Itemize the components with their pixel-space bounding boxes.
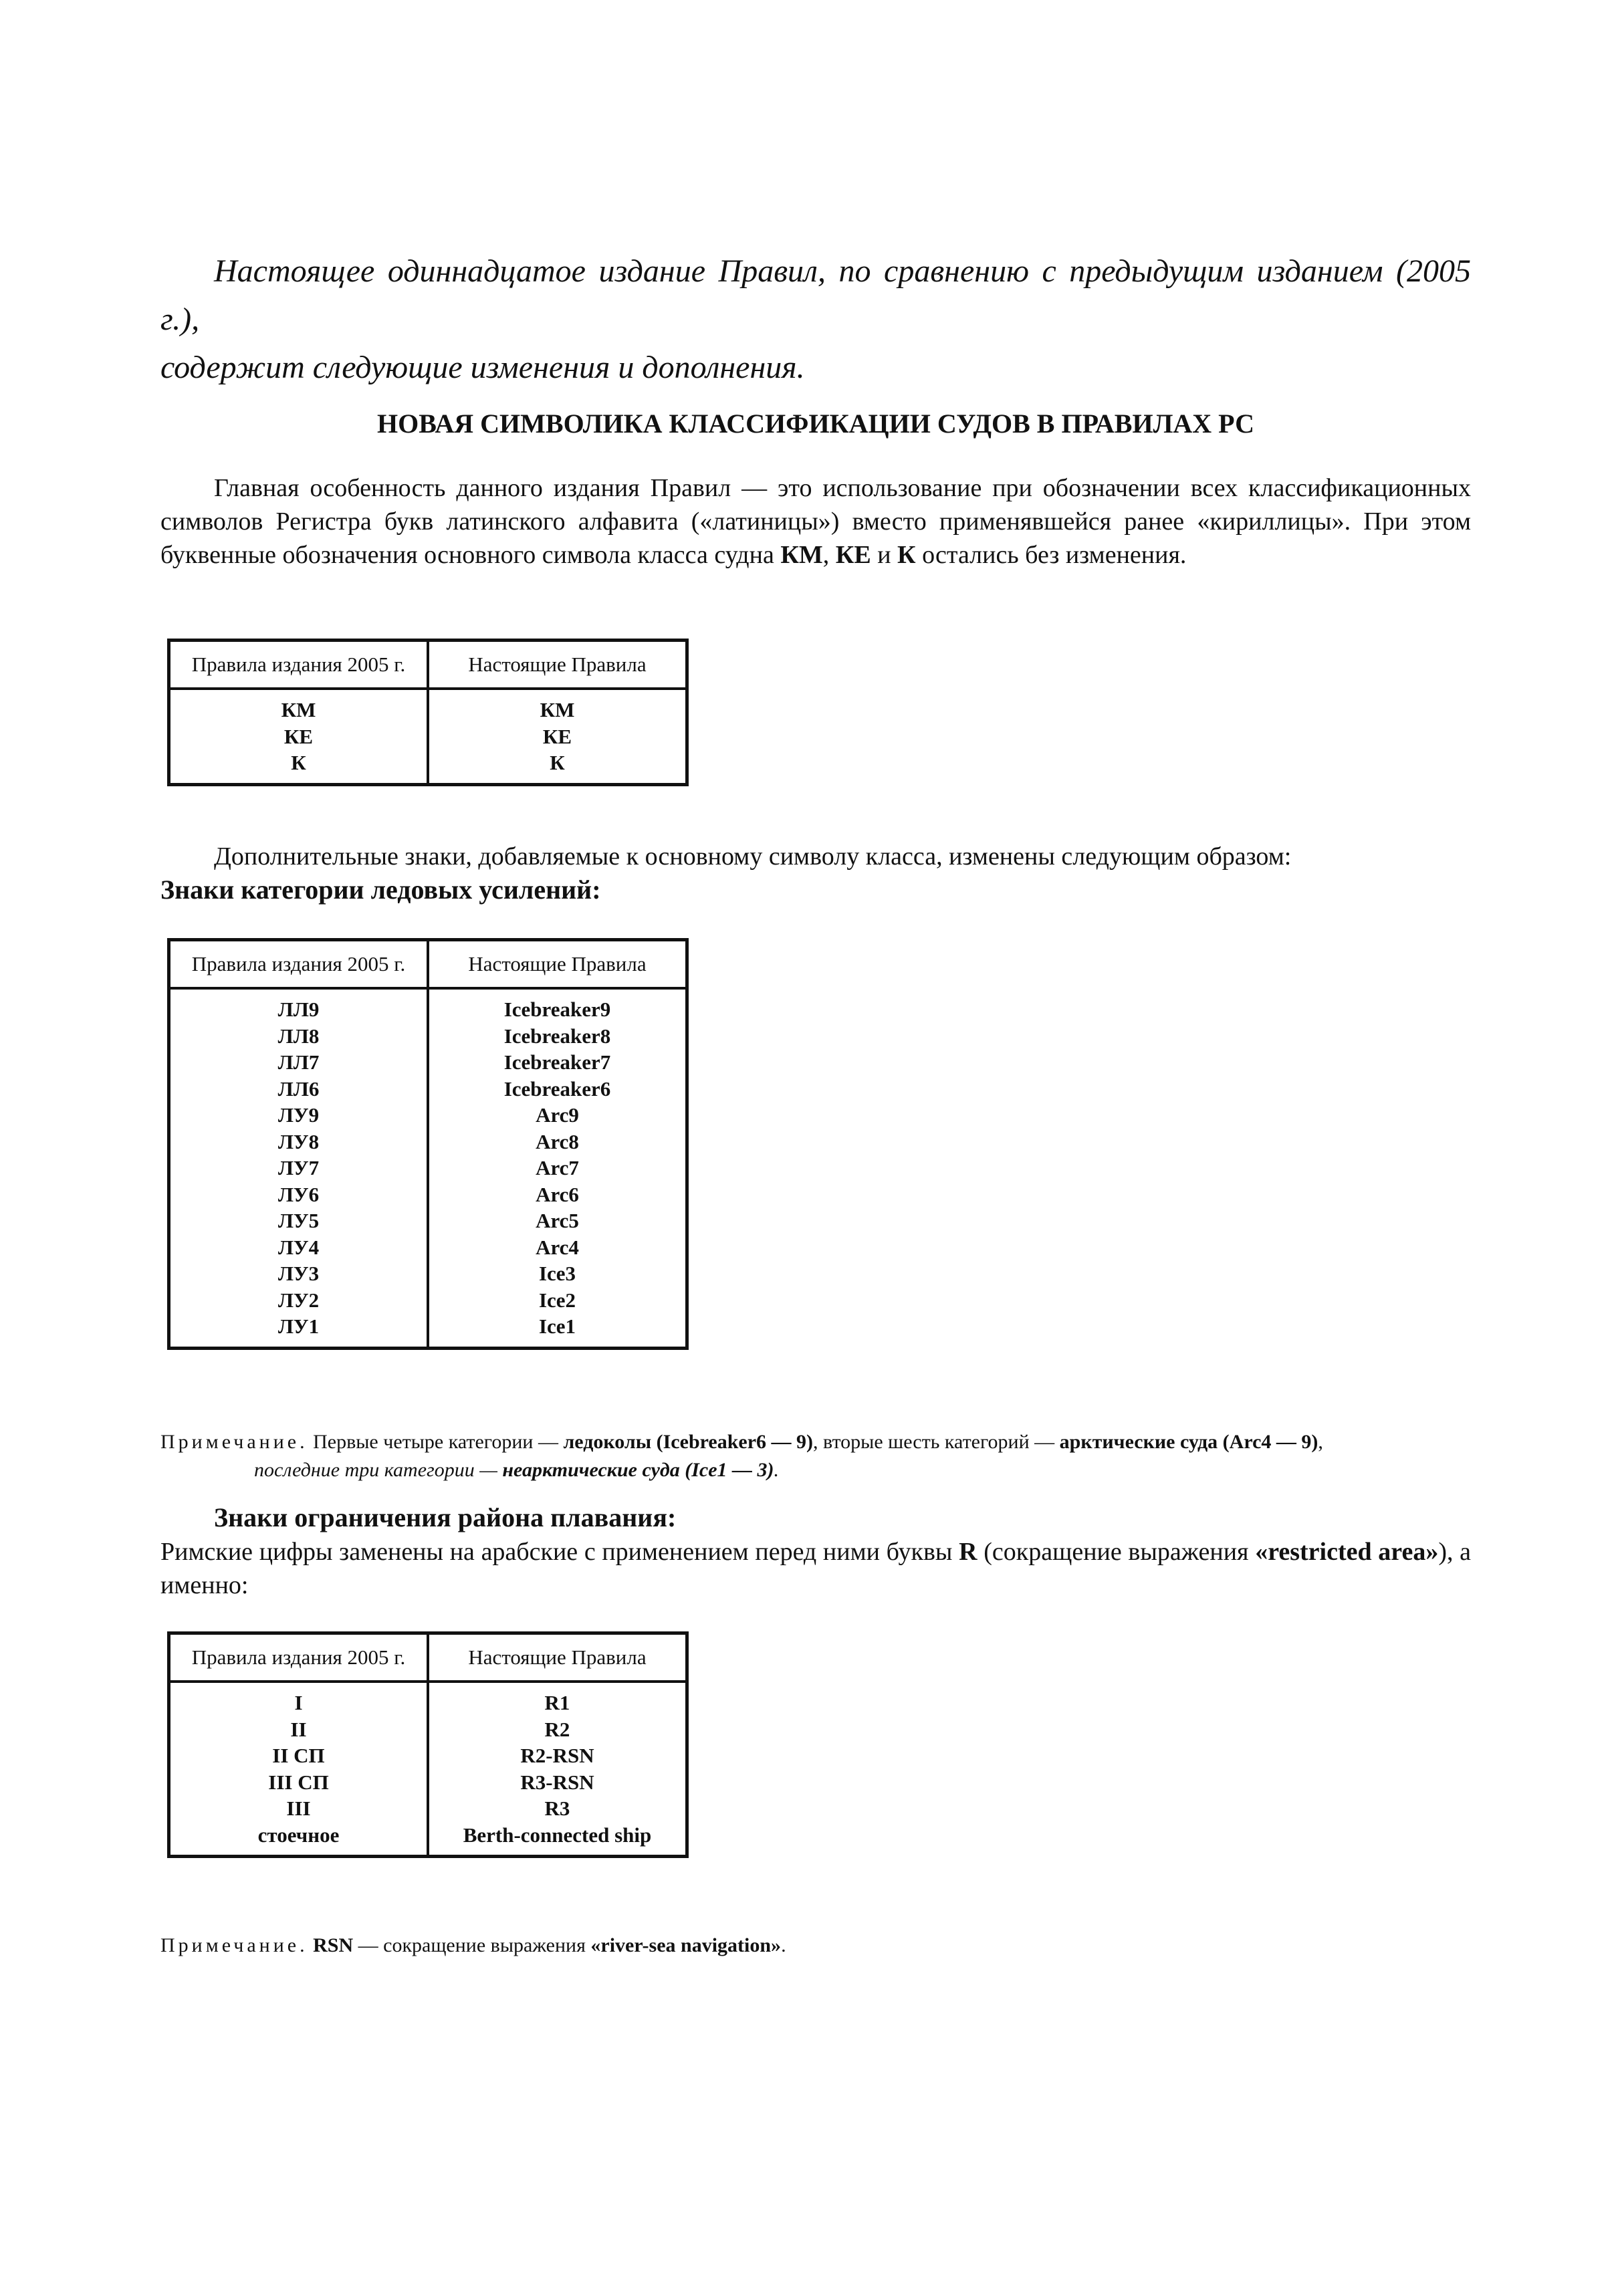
note-text: , xyxy=(1318,1431,1323,1453)
table-cell: R2-RSN xyxy=(520,1744,594,1767)
table-cell: Arc8 xyxy=(536,1129,579,1153)
note-text: последние три категории — xyxy=(254,1459,503,1481)
table-cell: ЛУ4 xyxy=(277,1235,320,1259)
additional-signs-paragraph xyxy=(160,840,1471,907)
area-restriction-subheading: Знаки ограничения района плавания: xyxy=(214,1502,677,1532)
new-symbols-cell xyxy=(428,1682,687,1857)
table-cell: ЛУ5 xyxy=(277,1209,320,1232)
table-cell: ЛУ7 xyxy=(277,1156,320,1179)
letter-r: R xyxy=(959,1538,977,1566)
rsn-abbreviation: RSN xyxy=(313,1934,354,1956)
note-text: , вторые шесть категорий — xyxy=(813,1431,1060,1453)
note-icebreakers: ледоколы (Icebreaker6 — 9) xyxy=(563,1431,814,1453)
intro-line-1: Настоящее одиннадцатое издание Правил, по сравнению с предыдущим изданием (2005 г.), xyxy=(160,253,1471,337)
ice-category-note xyxy=(160,1428,1471,1484)
symbol-ke: КЕ xyxy=(835,541,871,569)
table-header-row xyxy=(169,641,687,689)
table-cell: КМ xyxy=(540,698,575,721)
table-cell: ЛЛ6 xyxy=(277,1076,320,1101)
col-header-2005: Правила издания 2005 г. xyxy=(169,940,429,989)
col-header-current: Настоящие Правила xyxy=(428,641,687,689)
note-second-line xyxy=(160,1456,1471,1484)
table-cell: Icebreaker6 xyxy=(503,1076,611,1101)
table-cell: КМ xyxy=(281,698,316,721)
separator-2: и xyxy=(871,541,898,569)
col-header-current: Настоящие Правила xyxy=(428,940,687,989)
old-symbols-cell xyxy=(169,1682,429,1857)
main-paragraph xyxy=(160,471,1471,572)
table-cell: Berth-connected ship xyxy=(463,1823,652,1847)
note-label: Примечание. xyxy=(160,1934,308,1956)
note-arctic: арктические суда (Arc4 — 9) xyxy=(1059,1431,1318,1453)
area-restriction-tail: ), а именно: xyxy=(160,1538,1472,1599)
table-cell: Icebreaker8 xyxy=(503,1024,611,1048)
ice-category-table xyxy=(167,938,689,1350)
table-cell: ЛЛ8 xyxy=(277,1024,320,1048)
new-symbols-cell xyxy=(428,689,687,784)
col-header-2005: Правила издания 2005 г. xyxy=(169,1633,429,1682)
table-cell: Ice1 xyxy=(538,1314,576,1338)
old-symbols-cell xyxy=(169,988,429,1348)
table-cell: ЛУ3 xyxy=(277,1262,320,1285)
table-cell: ЛУ6 xyxy=(277,1182,320,1206)
table-cell: К xyxy=(291,751,306,774)
table-cell: стоечное xyxy=(257,1823,340,1847)
table-body-row xyxy=(169,1682,687,1857)
table-cell: ЛЛ9 xyxy=(277,998,320,1021)
area-restriction-table xyxy=(167,1631,689,1858)
table-cell: ЛУ8 xyxy=(277,1129,320,1153)
table-cell: II xyxy=(290,1717,307,1741)
table-cell: R3 xyxy=(544,1797,570,1820)
note-non-arctic: неарктические суда (Ice1 — 3) xyxy=(502,1459,774,1481)
col-header-2005: Правила издания 2005 г. xyxy=(169,641,429,689)
table-cell: ЛЛ7 xyxy=(277,1050,320,1074)
table-cell: Arc9 xyxy=(536,1103,579,1127)
table-cell: Arc4 xyxy=(536,1235,579,1259)
intro-paragraph xyxy=(160,247,1471,392)
restricted-area-phrase: «restricted area» xyxy=(1255,1538,1439,1566)
main-paragraph-text: Главная особенность данного издания Правил — это использование при обозначении всех классификационных символов Регистра букв латинского алфавита («латиницы») вместо применявшейся ранее «кириллицы». При этом буквенные обозначения основного символа класса судна xyxy=(160,474,1471,569)
table-header-row xyxy=(169,940,687,989)
table-cell: ЛУ1 xyxy=(277,1314,320,1338)
rsn-note xyxy=(160,1932,1471,1960)
additional-signs-text: Дополнительные знаки, добавляемые к основному символу класса, изменены следующим образом: xyxy=(214,842,1292,871)
table-cell: I xyxy=(294,1691,303,1714)
area-restriction-text: Римские цифры заменены на арабские с применением перед ними буквы xyxy=(160,1538,959,1566)
table-cell: ЛУ9 xyxy=(277,1103,320,1127)
symbol-km: КМ xyxy=(780,541,823,569)
table-cell: КЕ xyxy=(542,724,572,748)
separator-1: , xyxy=(822,541,836,569)
table-cell: III xyxy=(286,1797,311,1820)
table-cell: Ice2 xyxy=(538,1288,576,1312)
note-label: Примечание. xyxy=(160,1431,308,1453)
table-cell: Icebreaker7 xyxy=(503,1050,611,1074)
table-cell: Icebreaker9 xyxy=(503,998,611,1021)
table-header-row xyxy=(169,1633,687,1682)
table-cell: III СП xyxy=(268,1770,329,1794)
table-cell: КЕ xyxy=(283,724,314,748)
area-restriction-mid: (сокращение выражения xyxy=(977,1538,1256,1566)
note-text: Первые четыре категории — xyxy=(308,1431,564,1453)
note-text: . xyxy=(774,1459,780,1481)
old-symbols-cell xyxy=(169,689,429,784)
table-cell: ЛУ2 xyxy=(277,1288,320,1312)
table-cell: Arc7 xyxy=(536,1156,579,1179)
table-cell: Arc5 xyxy=(536,1209,579,1232)
table-cell: II СП xyxy=(272,1744,325,1767)
table-body-row xyxy=(169,988,687,1348)
table-cell: Ice3 xyxy=(538,1262,576,1285)
note-text: . xyxy=(781,1934,786,1956)
table-body-row xyxy=(169,689,687,784)
col-header-current: Настоящие Правила xyxy=(428,1633,687,1682)
river-sea-phrase: «river-sea navigation» xyxy=(590,1934,782,1956)
table-cell: R1 xyxy=(544,1691,570,1714)
new-symbols-cell xyxy=(428,988,687,1348)
main-symbol-table xyxy=(167,639,689,786)
table-cell: К xyxy=(550,751,565,774)
symbol-k: К xyxy=(897,541,916,569)
table-cell: R2 xyxy=(544,1717,570,1741)
ice-category-subheading: Знаки категории ледовых усилений: xyxy=(160,875,601,905)
main-paragraph-tail: остались без изменения. xyxy=(915,541,1187,569)
note-text: — сокращение выражения xyxy=(353,1934,591,1956)
table-cell: Arc6 xyxy=(536,1182,579,1206)
section-heading: НОВАЯ СИМВОЛИКА КЛАССИФИКАЦИИ СУДОВ В ПРАВИЛАХ РС xyxy=(377,409,1254,439)
table-cell: R3-RSN xyxy=(520,1770,594,1794)
area-restriction-paragraph xyxy=(160,1501,1471,1602)
intro-line-2: содержит следующие изменения и дополнения. xyxy=(160,350,805,385)
